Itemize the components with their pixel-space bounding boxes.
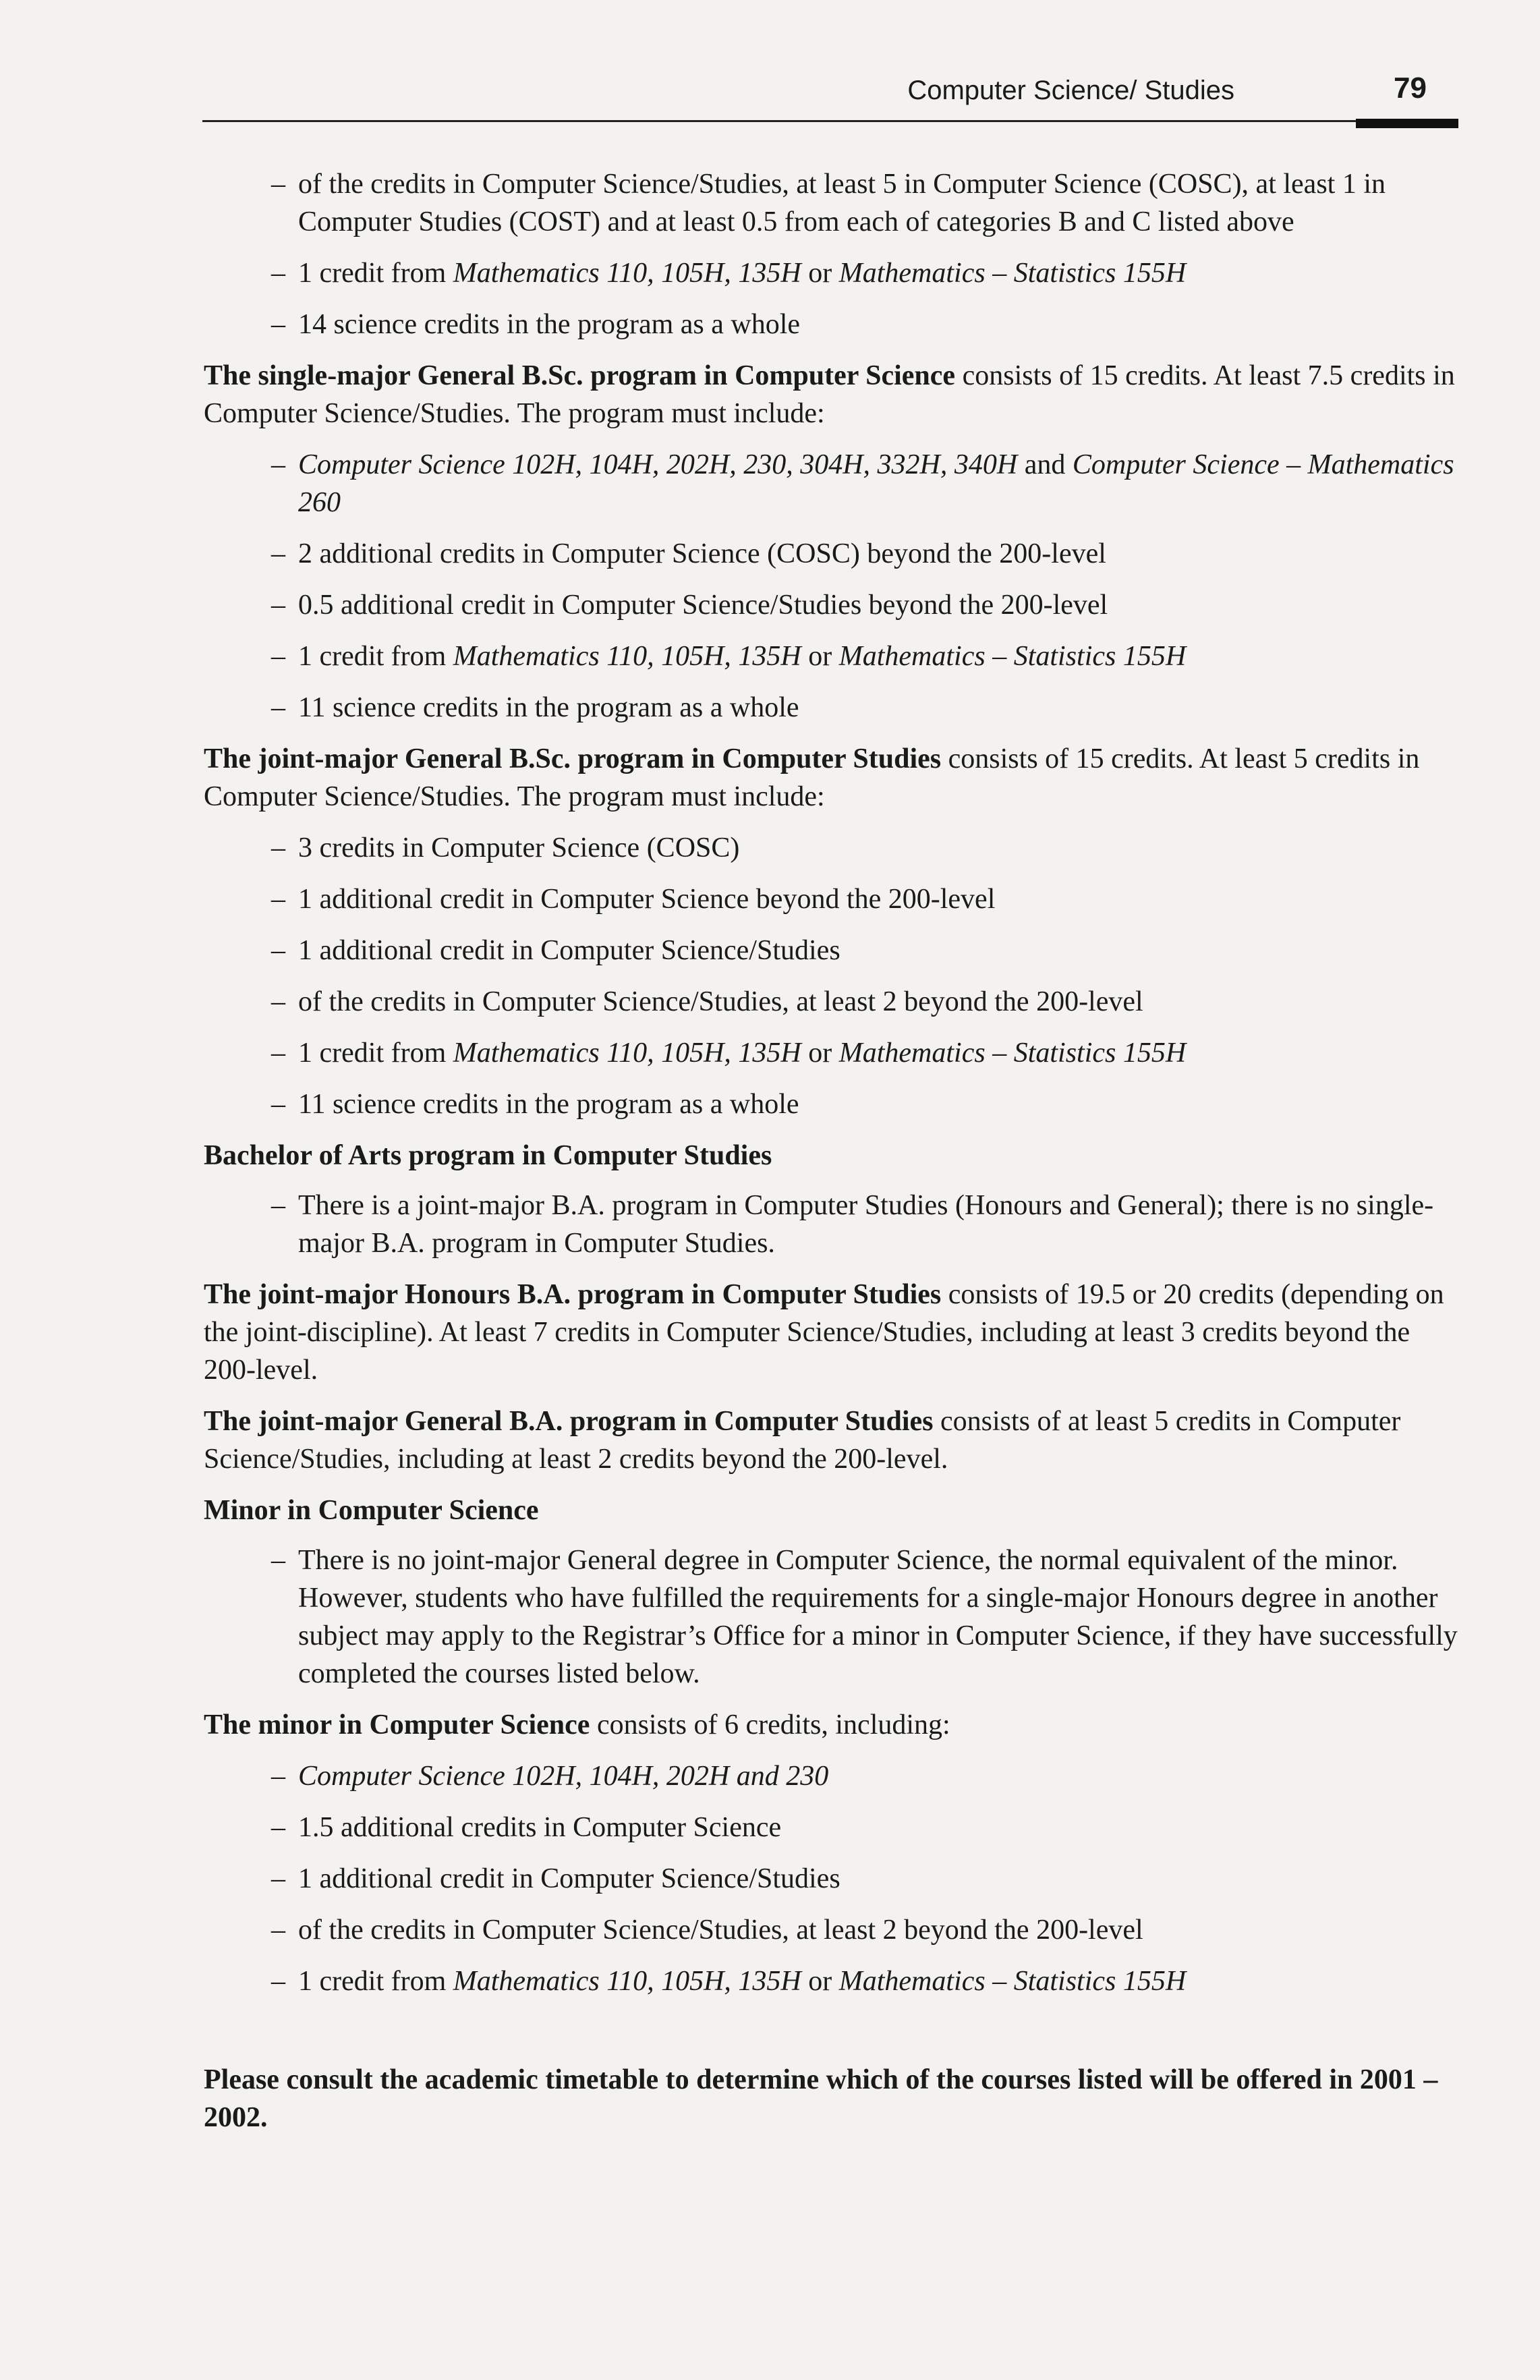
dash-bullet: – (271, 1545, 285, 1576)
joint-major-bsc-text: consists of 15 credits. At least 5 credits in Computer Science/Studies. The program must include: (204, 743, 1420, 812)
list-item (204, 165, 1458, 241)
item-text: 1 additional credit in Computer Science/Studies (298, 1863, 840, 1894)
minor-credits-text: consists of 6 credits, including: (590, 1709, 950, 1740)
item-text: of the credits in Computer Science/Studies, at least 2 beyond the 200-level (298, 1915, 1143, 1946)
dash-bullet: – (271, 1966, 285, 1997)
list-item (204, 1187, 1458, 1262)
running-header (0, 67, 1447, 115)
item-text: 14 science credits in the program as a whole (298, 309, 801, 340)
item-text: 1 credit from (298, 258, 453, 289)
item-text: 0.5 additional credit in Computer Science/Studies beyond the 200-level (298, 590, 1108, 621)
course-reference: Mathematics – Statistics 155H (838, 1038, 1187, 1069)
dash-bullet: – (271, 986, 285, 1017)
item-text: 1 credit from (298, 641, 453, 672)
item-text: of the credits in Computer Science/Studies, at least 5 in Computer Science (COSC), at least 1 in Computer Studies (COST) and at least 0.5 from each of categories B and C listed above (298, 169, 1386, 237)
list-item (204, 1962, 1458, 2000)
dash-bullet: – (271, 590, 285, 621)
minor-list (204, 1541, 1458, 1693)
list-item (204, 1911, 1458, 1949)
ba-program-list (204, 1187, 1458, 1262)
joint-general-ba-text: consists of at least 5 credits in Computer Science/Studies, including at least 2 credits beyond the 200-level. (204, 1406, 1401, 1475)
dash-bullet: – (271, 449, 285, 480)
header-rule (202, 120, 1447, 122)
item-text: 3 credits in Computer Science (COSC) (298, 832, 740, 863)
course-reference: Mathematics 110, 105H, 135H (453, 641, 801, 672)
item-text: 1 credit from (298, 1966, 453, 1997)
course-reference: Computer Science – Mathematics 260 (298, 449, 1454, 518)
list-item (204, 535, 1458, 573)
list-item (204, 1860, 1458, 1898)
page-number: 79 (1394, 72, 1427, 105)
minor-credits-list (204, 1757, 1458, 2000)
item-text: 1 additional credit in Computer Science/Studies (298, 935, 840, 966)
item-text: or (801, 258, 839, 289)
minor-credits-title: The minor in Computer Science (204, 1709, 590, 1740)
single-major-text: consists of 15 credits. At least 7.5 credits in Computer Science/Studies. The program must include: (204, 360, 1455, 429)
dash-bullet: – (271, 832, 285, 863)
course-reference: Mathematics 110, 105H, 135H (453, 258, 801, 289)
dash-bullet: – (271, 1863, 285, 1894)
course-reference: Computer Science 102H, 104H, 202H and 230 (298, 1761, 829, 1792)
joint-major-bsc-title: The joint-major General B.Sc. program in Computer Studies (204, 743, 942, 774)
document-body (204, 165, 1458, 2165)
item-text: 1 additional credit in Computer Science beyond the 200-level (298, 884, 996, 915)
header-title: Computer Science/ Studies (907, 76, 1234, 105)
course-reference: Mathematics – Statistics 155H (838, 258, 1187, 289)
joint-honours-ba-title: The joint-major Honours B.A. program in Computer Studies (204, 1279, 942, 1310)
list-item (204, 306, 1458, 343)
single-major-title: The single-major General B.Sc. program in Computer Science (204, 360, 956, 391)
dash-bullet: – (271, 538, 285, 569)
list-item (204, 1034, 1458, 1072)
minor-title: Minor in Computer Science (204, 1495, 539, 1526)
single-major-list (204, 446, 1458, 727)
item-text: or (801, 1038, 839, 1069)
dash-bullet: – (271, 884, 285, 915)
item-text: 11 science credits in the program as a whole (298, 1089, 799, 1120)
item-text: There is no joint-major General degree in Computer Science, the normal equivalent of the minor. However, students who have fulfilled the requirements for a single-major Honours degree in another subject may apply to the Registrar’s Office for a minor in Computer Science, if they have successfully completed the courses listed below. (298, 1545, 1458, 1689)
list-item (204, 446, 1458, 521)
intro-list (204, 165, 1458, 343)
ba-program-title: Bachelor of Arts program in Computer Studies (204, 1140, 772, 1171)
list-item (204, 932, 1458, 969)
joint-honours-ba-paragraph (204, 1276, 1458, 1389)
dash-bullet: – (271, 309, 285, 340)
dash-bullet: – (271, 1915, 285, 1946)
item-text: of the credits in Computer Science/Studies, at least 2 beyond the 200-level (298, 986, 1143, 1017)
item-text: or (801, 641, 839, 672)
list-item (204, 254, 1458, 292)
item-text: and (1017, 449, 1073, 480)
dash-bullet: – (271, 641, 285, 672)
dash-bullet: – (271, 1190, 285, 1221)
dash-bullet: – (271, 258, 285, 289)
item-text: or (801, 1966, 839, 1997)
dash-bullet: – (271, 692, 285, 723)
final-note: Please consult the academic timetable to determine which of the courses listed will be offered in 2001 – 2002. (204, 2064, 1438, 2133)
dash-bullet: – (271, 1761, 285, 1792)
dash-bullet: – (271, 1812, 285, 1843)
dash-bullet: – (271, 1089, 285, 1120)
list-item (204, 1809, 1458, 1846)
list-item (204, 638, 1458, 675)
dash-bullet: – (271, 935, 285, 966)
course-reference: Mathematics – Statistics 155H (838, 641, 1187, 672)
list-item (204, 1757, 1458, 1795)
list-item (204, 880, 1458, 918)
minor-credits-paragraph (204, 1706, 1458, 1744)
course-reference: Mathematics 110, 105H, 135H (453, 1966, 801, 1997)
item-text: 2 additional credits in Computer Science (COSC) beyond the 200-level (298, 538, 1106, 569)
list-item (204, 983, 1458, 1021)
item-text: 1.5 additional credits in Computer Science (298, 1812, 782, 1843)
list-item (204, 586, 1458, 624)
joint-general-ba-paragraph (204, 1402, 1458, 1478)
course-reference: Computer Science 102H, 104H, 202H, 230, 304H, 332H, 340H (298, 449, 1018, 480)
course-reference: Mathematics – Statistics 155H (838, 1966, 1187, 1997)
header-rule-block (1356, 119, 1458, 128)
dash-bullet: – (271, 169, 285, 200)
single-major-paragraph (204, 357, 1458, 432)
course-reference: Mathematics 110, 105H, 135H (453, 1038, 801, 1069)
joint-major-bsc-list (204, 829, 1458, 1123)
item-text: 11 science credits in the program as a whole (298, 692, 799, 723)
list-item (204, 1085, 1458, 1123)
list-item (204, 829, 1458, 867)
dash-bullet: – (271, 1038, 285, 1069)
item-text: There is a joint-major B.A. program in Computer Studies (Honours and General); there is no single-major B.A. program in Computer Studies. (298, 1190, 1434, 1259)
item-text: 1 credit from (298, 1038, 453, 1069)
joint-major-bsc-paragraph (204, 740, 1458, 816)
list-item (204, 1541, 1458, 1693)
joint-general-ba-title: The joint-major General B.A. program in Computer Studies (204, 1406, 934, 1437)
list-item (204, 689, 1458, 727)
joint-honours-ba-text: consists of 19.5 or 20 credits (depending on the joint-discipline). At least 7 credits in Computer Science/Studies, including at least 3 credits beyond the 200-level. (204, 1279, 1444, 1386)
